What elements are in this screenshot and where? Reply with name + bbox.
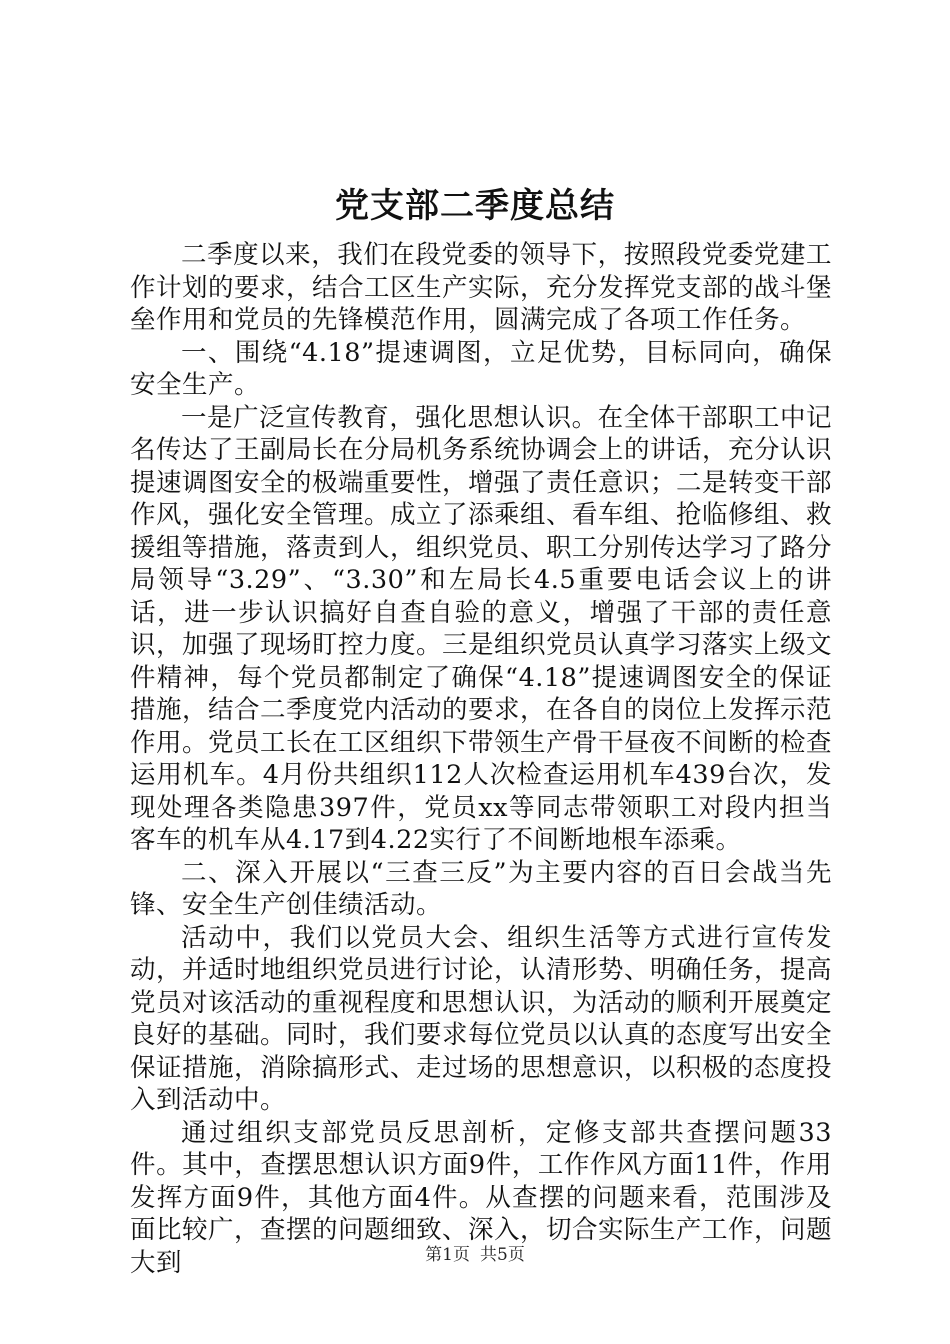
document-title: 党支部二季度总结 (335, 186, 615, 226)
page-footer (0, 1243, 950, 1267)
paragraph-heading-one: 一、围绕“4.18”提速调图，立足优势，目标同向，确保安全生产。 (130, 337, 832, 400)
document-body (130, 239, 832, 1279)
paragraph-heading-two: 二、深入开展以“三查三反”为主要内容的百日会战当先锋、安全生产创佳绩活动。 (130, 857, 832, 920)
paragraph-intro: 二季度以来，我们在段党委的领导下，按照段党委党建工作计划的要求，结合工区生产实际，充分发挥党支部的战斗堡垒作用和党员的先锋模范作用，圆满完成了各项工作任务。 (130, 240, 833, 335)
paragraph-activity: 活动中，我们以党员大会、组织生活等方式进行宣传发动，并适时地组织党员进行讨论，认清形势、明确任务，提高党员对该活动的重视程度和思想认识，为活动的顺利开展奠定良好的基础。同时，我们要求每位党员以认真的态度写出安全保证措施，消除搞形式、走过场的思想意识，以积极的态度投入到活动中。 (130, 922, 833, 1115)
paragraph-measures: 一是广泛宣传教育，强化思想认识。在全体干部职工中记名传达了王副局长在分局机务系统协调会上的讲话，充分认识提速调图安全的极端重要性，增强了责任意识；二是转变干部作风，强化安全管理。成立了添乘组、看车组、抢临修组、救援组等措施，落责到人，组织党员、职工分别传达学习了路分局领导“3.29”、“3.30”和左局长4.5重要电话会议上的讲话，进一步认识搞好自查自验的意义，增强了干部的责任意识，加强了现场盯控力度。三是组织党员认真学习落实上级文件精神，每个党员都制定了确保“4.18”提速调图安全的保证措施，结合二季度党内活动的要求，在各自的岗位上发挥示范作用。党员工长在工区组织下带领生产骨干昼夜不间断的检查运用机车。4月份共组织112人次检查运用机车439台次，发现处理各类隐患397件，党员xx等同志带领职工对段内担当客车的机车从4.17到4.22实行了不间断地根车添乘。 (130, 402, 833, 855)
page-number-total: 共5页 (480, 1245, 525, 1265)
page-number-current: 第1页 (425, 1245, 470, 1265)
paragraph-findings: 通过组织支部党员反思剖析，定修支部共查摆问题33件。其中，查摆思想认识方面9件，工作作风方面11件，作用发挥方面9件，其他方面4件。从查摆的问题来看，范围涉及面比较广，查摆的问题细致、深入，切合实际生产工作，问题大到 (130, 1117, 833, 1278)
